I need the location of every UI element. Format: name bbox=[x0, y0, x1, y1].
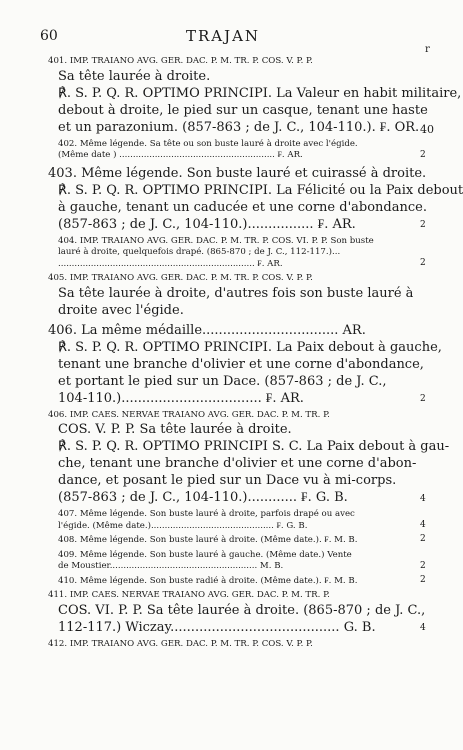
margin-count: 4 bbox=[420, 520, 426, 530]
entry-line: 407. Même légende. Son buste lauré à droite, parfois drapé ou avec bbox=[58, 509, 355, 519]
entry-line: 408. Même légende. Son buste lauré à droite. (Même date.). ₣. M. B. bbox=[58, 535, 358, 545]
catalogue-entry bbox=[58, 509, 426, 532]
margin-count: 4 bbox=[420, 493, 426, 504]
catalogue-entry bbox=[48, 165, 463, 233]
entry-line: ℟. S. P. Q. R. OPTIMO PRINCIPI. La Paix debout à gauche, bbox=[58, 339, 442, 355]
entry-spacer bbox=[58, 650, 413, 653]
margin-count: 4 bbox=[420, 623, 426, 633]
catalogue-entry bbox=[58, 235, 426, 271]
entry-line: Sa tête laurée à droite, d'autres fois son buste lauré à bbox=[58, 285, 414, 301]
entry-line: (857-863 ; de J. C., 104-110.)............ ₣. G. B. bbox=[58, 490, 348, 505]
page-number: 60 bbox=[40, 28, 58, 44]
catalogue-entry bbox=[48, 590, 426, 636]
margin-count: 2 bbox=[420, 393, 426, 404]
entry-line: (Même date ) ......................................................... ₣. AR. bbox=[58, 150, 303, 160]
entry-line: Sa tête laurée à droite. bbox=[58, 68, 211, 84]
entry-line: 104-110.).................................. ₣. AR. bbox=[58, 390, 304, 406]
catalogue-entry bbox=[58, 574, 426, 588]
margin-count: 2 bbox=[420, 574, 426, 585]
entry-line: de Moustier...................................................... M. B. bbox=[58, 561, 284, 571]
margin-count: 2 bbox=[420, 149, 426, 160]
entry-line: 404. IMP. TRAIANO AVG. GER. DAC. P. M. TR. P. COS. VI. P. P. Son buste bbox=[58, 235, 374, 246]
entry-line: COS. V. P. P. Sa tête laurée à droite. bbox=[58, 422, 292, 437]
page-header bbox=[0, 24, 446, 48]
entry-line: dance, et posant le pied sur un Dace vu à mi-corps. bbox=[58, 473, 397, 488]
margin-count: 2 bbox=[420, 257, 426, 268]
entry-line: che, tenant une branche d'olivier et une corne d'abon- bbox=[58, 456, 417, 471]
catalogue-entry bbox=[58, 138, 426, 162]
entry-line: 405. IMP. TRAIANO AVG. GER. DAC. P. M. TR. P. COS. V. P. P. bbox=[48, 273, 313, 283]
entry-line: ℟. S. P. Q. R. OPTIMO PRINCIPI. La Valeur en habit militaire, bbox=[58, 85, 462, 101]
corner-mark: r bbox=[425, 44, 430, 55]
entry-line: lauré à droite, quelquefois drapé. (865-870 ; de J. C., 112-117.)... bbox=[58, 247, 341, 257]
entry-line: 409. Même légende. Son buste lauré à gauche. (Même date.) Vente bbox=[58, 549, 352, 560]
entry-line: 412. IMP. TRAIANO AVG. GER. DAC. P. M. TR. P. COS. V. P. P. bbox=[48, 638, 313, 649]
catalogue-entry bbox=[58, 549, 426, 573]
entry-line: à gauche, tenant un caducée et une corne d'abondance. bbox=[58, 199, 427, 215]
entry-line: 402. Même légende. Sa tête ou son buste lauré à droite avec l'égide. bbox=[58, 138, 358, 149]
entry-line: ........................................................................ ₣. AR. bbox=[58, 258, 283, 269]
catalogue-entry bbox=[58, 534, 426, 547]
margin-count: 2 bbox=[420, 219, 426, 230]
entry-line: 406. La même médaille................................. AR. bbox=[48, 322, 366, 338]
entry-line: 410. Même légende. Son buste radié à droite. (Même date.). ₣. M. B. bbox=[58, 575, 358, 586]
margin-count: 40 bbox=[420, 123, 434, 136]
page-title: TRAJAN bbox=[185, 27, 261, 45]
entry-line: tenant une branche d'olivier et une corne d'abondance, bbox=[58, 356, 424, 372]
entry-line: 112-117.) Wiczay......................................... G. B. bbox=[58, 619, 376, 635]
entry-line: l'égide. (Même date.)............................................. ₣. G. B. bbox=[58, 520, 308, 531]
entry-line: ℟. S. P. Q. R. OPTIMO PRINCIPI S. C. La Paix debout à gau- bbox=[58, 439, 450, 454]
margin-count: 2 bbox=[420, 560, 426, 571]
entry-line: 411. IMP. CAES. NERVAE TRAIANO AVG. GER. DAC. P. M. TR. P. bbox=[48, 590, 330, 600]
entry-line: droite avec l'égide. bbox=[58, 302, 184, 318]
catalogue-entry bbox=[48, 409, 450, 507]
catalogue-entry bbox=[48, 273, 414, 319]
catalogue-entries bbox=[48, 56, 463, 653]
entry-line: debout à droite, le pied sur un casque, tenant une haste bbox=[58, 102, 428, 118]
entry-line: COS. VI. P. P. Sa tête laurée à droite. (865-870 ; de J. C., bbox=[58, 602, 426, 618]
entry-line: 403. Même légende. Son buste lauré et cuirassé à droite. bbox=[48, 165, 427, 181]
entry-line: ℟. S. P. Q. R. OPTIMO PRINCIPI. La Félicité ou la Paix debout bbox=[58, 182, 463, 198]
entry-line: (857-863 ; de J. C., 104-110.)................ ₣. AR. bbox=[58, 216, 356, 232]
catalogue-entry bbox=[48, 638, 413, 651]
entry-line: 406. IMP. CAES. NERVAE TRAIANO AVG. GER. DAC. P. M. TR. P. bbox=[48, 409, 330, 420]
entry-line: 401. IMP. TRAIANO AVG. GER. DAC. P. M. TR. P. COS. V. P. P. bbox=[48, 56, 313, 66]
catalogue-entry bbox=[48, 56, 462, 136]
margin-count: 2 bbox=[420, 534, 426, 544]
catalogue-entry bbox=[48, 322, 442, 407]
entry-line: et un parazonium. (857-863 ; de J. C., 104-110.). ₣. OR. bbox=[58, 119, 420, 135]
entry-line: et portant le pied sur un Dace. (857-863 ; de J. C., bbox=[58, 373, 387, 389]
